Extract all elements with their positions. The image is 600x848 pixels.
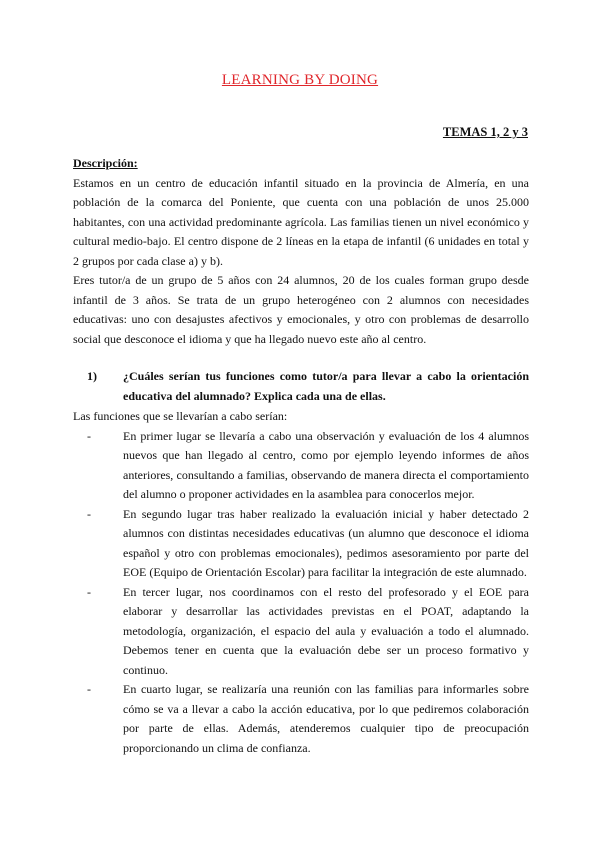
document-title: LEARNING BY DOING — [221, 72, 379, 88]
topic-label: TEMAS 1, 2 y 3 — [442, 125, 528, 139]
question — [73, 367, 529, 406]
answer-intro: Las funciones que se llevarían a cabo serían: — [73, 409, 288, 423]
document-body — [73, 154, 529, 758]
bullet-dash: - — [87, 584, 91, 599]
list-item-text: En segundo lugar tras haber realizado la evaluación inicial y haber detectado 2 alumnos con distintas necesidades educativas (un alumno que desconoce el idioma español y otro con problemas emocionales), pedimos asesoramiento por parte del EOE (Equipo de Orientación Escolar) para facilitar la integración de este alumnado. — [123, 506, 529, 579]
list-item — [73, 427, 529, 505]
bullet-dash: - — [87, 506, 91, 521]
bullet-dash: - — [87, 682, 91, 696]
list-item-text: En tercer lugar, nos coordinamos con el resto del profesorado y el EOE para elaborar y desarrollar las actividades previstas en el POAT, adaptando la metodología, organización, el espacio del aula y evaluación a todo el alumnado. Debemos tener en cuenta que la evaluación debe ser un proceso formativo y continuo. — [123, 584, 529, 677]
description-paragraph: Estamos en un centro de educación infantil situado en la provincia de Almería, en una población de la comarca del Poniente, que cuenta con una población de unos 25.000 habitantes, con una actividad predominante agrícola. Las familias tienen un nivel económico y cultural medio-bajo. El centro dispone de 2 líneas en la etapa de infantil (6 unidades en total y 2 grupos por cada clase a) y b). — [73, 175, 529, 268]
description-paragraph: Eres tutor/a de un grupo de 5 años con 24 alumnos, 20 de los cuales forman grupo desde infantil de 3 años. Se trata de un grupo heterogéneo con 2 alumnos con necesidades educativas: uno con desajustes afectivos y emocionales, y otro con problemas de desarrollo social que desconoce el idioma y que ha llegado nuevo este año al centro. — [73, 273, 529, 346]
question-number: 1) — [87, 369, 97, 383]
question-text: ¿Cuáles serían tus funciones como tutor/a para llevar a cabo la orientación educativa del alumnado? Explica cada una de ellas. — [123, 369, 529, 403]
answer-list — [73, 427, 529, 759]
description-heading: Descripción: — [73, 156, 138, 170]
list-item — [73, 583, 529, 681]
list-item-text: En cuarto lugar, se realizaría una reunión con las familias para informarles sobre cómo se va a llevar a cabo la acción educativa, por lo que pediremos colaboración por parte de ellas. Además, atenderemos cualquier tipo de preocupación proporcionando un clima de confianza. — [123, 682, 529, 755]
list-item — [73, 680, 529, 758]
list-item — [73, 505, 529, 583]
list-item-text: En primer lugar se llevaría a cabo una observación y evaluación de los 4 alumnos nuevos que han llegado al centro, como por ejemplo leyendo informes de años anteriores, consultando a familias, observando de manera directa el comportamiento del alumno o proponer actividades en la asamblea para conocerlos mejor. — [123, 428, 529, 501]
bullet-dash: - — [87, 428, 91, 443]
